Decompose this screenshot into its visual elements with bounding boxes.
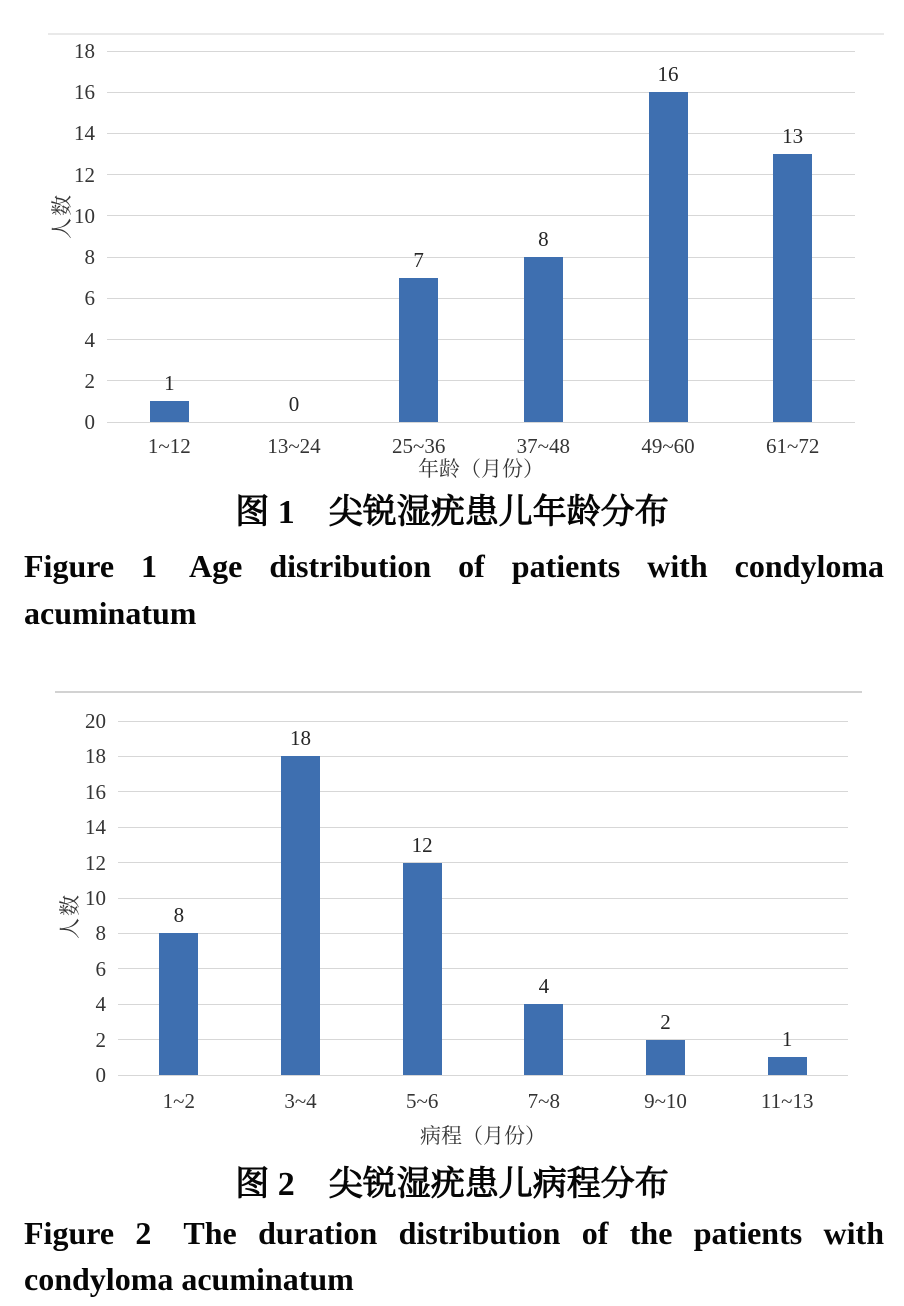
gridline bbox=[107, 339, 855, 340]
bar bbox=[773, 154, 812, 422]
y-tick-label: 2 bbox=[84, 368, 95, 393]
x-tick-label: 61~72 bbox=[765, 434, 820, 458]
age-distribution-chart bbox=[50, 39, 855, 481]
bar-value-label: 16 bbox=[657, 62, 679, 87]
gridline bbox=[118, 898, 848, 899]
x-tick-label: 7~8 bbox=[527, 1089, 561, 1113]
gridline bbox=[107, 215, 855, 216]
gridline bbox=[118, 1075, 848, 1076]
bar-value-label: 8 bbox=[173, 903, 185, 928]
gridline bbox=[107, 257, 855, 258]
bar-value-label: 13 bbox=[782, 124, 804, 149]
x-tick-label: 49~60 bbox=[641, 434, 695, 458]
y-tick-label: 18 bbox=[74, 39, 95, 63]
bar bbox=[399, 278, 438, 422]
gridline bbox=[118, 1004, 848, 1005]
bar bbox=[403, 863, 442, 1075]
bar bbox=[646, 1040, 685, 1075]
x-tick-label: 5~6 bbox=[405, 1089, 439, 1113]
y-tick-label: 16 bbox=[74, 80, 95, 105]
bar bbox=[524, 1004, 563, 1075]
x-tick-label: 25~36 bbox=[391, 434, 446, 458]
gridline bbox=[118, 933, 848, 934]
y-tick-label: 14 bbox=[74, 121, 95, 146]
gridline bbox=[107, 380, 855, 381]
figure1-caption-en-line2: acuminatum bbox=[24, 595, 197, 631]
x-tick-label: 1~12 bbox=[147, 434, 191, 458]
gridline bbox=[107, 174, 855, 175]
gridline bbox=[107, 298, 855, 299]
x-tick-label: 3~4 bbox=[284, 1089, 317, 1113]
gridline bbox=[107, 92, 855, 93]
x-tick-label: 11~13 bbox=[760, 1089, 814, 1113]
bar bbox=[159, 933, 198, 1075]
bar-value-label: 7 bbox=[413, 247, 424, 272]
y-axis-title: 人数 bbox=[58, 892, 82, 939]
y-axis-title: 人数 bbox=[50, 193, 74, 240]
figure1-top-edge bbox=[48, 33, 884, 35]
y-tick-label: 18 bbox=[85, 744, 106, 769]
gridline bbox=[118, 721, 848, 722]
y-tick-label: 6 bbox=[84, 286, 95, 311]
figure2-top-edge bbox=[55, 691, 862, 693]
gridline bbox=[118, 968, 848, 969]
bar-value-label: 18 bbox=[290, 726, 311, 751]
bar-value-label: 12 bbox=[411, 832, 433, 857]
gridline bbox=[118, 827, 848, 828]
figure1-caption-en bbox=[24, 543, 884, 637]
bar bbox=[281, 756, 320, 1075]
x-tick-label: 9~10 bbox=[644, 1089, 687, 1113]
figure2-caption-en-line1: Figure 2 The duration distribution of the patients with bbox=[24, 1215, 884, 1251]
y-tick-label: 2 bbox=[95, 1027, 106, 1052]
y-tick-label: 20 bbox=[85, 709, 106, 733]
x-axis-title: 年龄（月份） bbox=[418, 457, 544, 481]
bar bbox=[524, 257, 563, 422]
gridline bbox=[107, 422, 855, 423]
y-tick-label: 12 bbox=[85, 850, 106, 875]
y-tick-label: 4 bbox=[95, 992, 106, 1017]
bar bbox=[649, 92, 688, 422]
y-tick-label: 0 bbox=[84, 410, 95, 434]
bar-value-label: 2 bbox=[660, 1009, 671, 1034]
bar bbox=[150, 401, 189, 422]
y-tick-label: 12 bbox=[74, 162, 95, 187]
bar bbox=[768, 1057, 807, 1075]
bar-value-label: 1 bbox=[781, 1027, 793, 1052]
y-tick-label: 16 bbox=[85, 779, 106, 804]
gridline bbox=[118, 862, 848, 863]
figure2-caption-zh: 图 2 尖锐湿疣患儿病程分布 bbox=[235, 1166, 669, 1203]
y-tick-label: 6 bbox=[95, 956, 106, 981]
gridline bbox=[118, 791, 848, 792]
bar-value-label: 0 bbox=[288, 392, 300, 416]
figure2-caption-en-line2: condyloma acuminatum bbox=[24, 1261, 354, 1297]
bar-value-label: 4 bbox=[538, 974, 550, 999]
y-tick-label: 10 bbox=[85, 886, 106, 910]
x-tick-label: 13~24 bbox=[267, 434, 321, 458]
x-tick-label: 37~48 bbox=[516, 434, 571, 458]
gridline bbox=[107, 133, 855, 134]
y-tick-label: 8 bbox=[95, 921, 106, 946]
gridline bbox=[118, 756, 848, 757]
x-tick-label: 1~2 bbox=[162, 1089, 196, 1113]
gridline bbox=[118, 1039, 848, 1040]
y-tick-label: 0 bbox=[95, 1063, 106, 1087]
duration-distribution-chart bbox=[58, 709, 848, 1148]
bar-value-label: 8 bbox=[538, 227, 549, 252]
figure2-caption-en bbox=[24, 1210, 884, 1302]
y-tick-label: 10 bbox=[74, 203, 95, 228]
figure1-caption-en-line1: Figure 1 Age distribution of patients with condyloma bbox=[24, 548, 884, 584]
y-tick-label: 14 bbox=[85, 815, 106, 840]
gridline bbox=[107, 51, 855, 52]
bar-value-label: 1 bbox=[164, 371, 175, 396]
figure1-caption-zh: 图 1 尖锐湿疣患儿年龄分布 bbox=[235, 494, 669, 531]
y-tick-label: 8 bbox=[84, 245, 95, 270]
x-axis-title: 病程（月份） bbox=[420, 1124, 546, 1148]
y-tick-label: 4 bbox=[84, 327, 95, 352]
